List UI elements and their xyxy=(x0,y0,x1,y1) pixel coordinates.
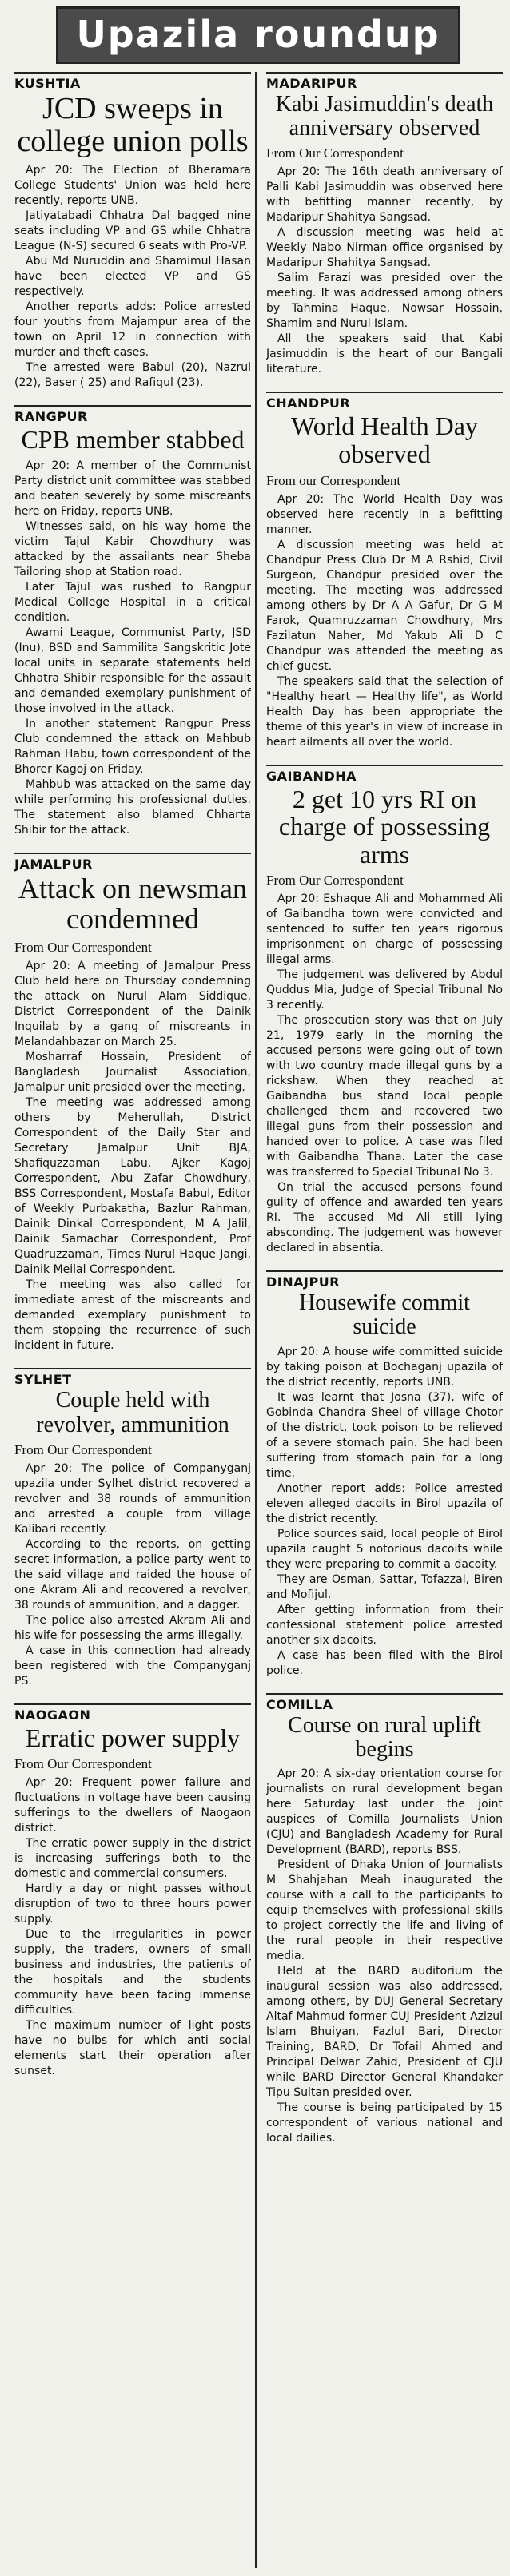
story-paragraph: On trial the accused persons found guilty of offence and awarded ten years RI. The accused Md Ali still lying absconding. The judgement was however declared in absentia. xyxy=(266,1181,503,1255)
story-paragraph: Police sources said, local people of Birol upazila caught 5 notorious dacoits while they were preparing to commit a dacoity. xyxy=(266,1527,503,1571)
story-headline: World Health Day observed xyxy=(291,411,478,469)
story-paragraph: Another report adds: Police arrested eleven alleged dacoits in Birol upazila of the district recently. xyxy=(266,1481,503,1525)
news-story xyxy=(14,1368,251,1688)
news-story xyxy=(266,1693,503,2146)
story-paragraph: The maximum number of light posts have no bulbs for which anti social elements start their operation after sunset. xyxy=(14,2019,251,2078)
story-paragraph: Apr 20: A meeting of Jamalpur Press Club held here on Thursday condemning the attack on Nurul Alam Siddique, District Correspondent of the Dainik Inquilab by a gang of miscreants in Melandahbazar on March 25. xyxy=(14,960,251,1049)
story-paragraph: A discussion meeting was held at Chandpur Press Club Dr M A Rshid, Civil Surgeon, Chandpur presided over the meeting. The meeting was addressed among others by Dr A A Gafur, Dr G M Farok, Quamruzzaman Chowdhury, Mrs Fazilatun Naher, Md Yakub Ali D C Chandpur was attended the meeting as chief guest. xyxy=(266,538,503,673)
story-paragraph: Witnesses said, on his way home the victim Tajul Kabir Chowdhury was attacked by the assailants near Sheba Tailoring shop at Station road. xyxy=(14,519,251,578)
story-paragraph: Awami League, Communist Party, JSD (Inu), BSD and Sammilita Sangskritic Jote local units in separate statements held Chhatra Shibir responsible for the assault and demanded exemplary punishment of those involved in the attack. xyxy=(14,626,251,715)
story-paragraph: The erratic power supply in the district is increasing sufferings both to the domestic and commercial consumers. xyxy=(14,1837,251,1881)
story-paragraph: According to the reports, on getting secret information, a police party went to the said village and raided the house of one Akram Ali and recovered a revolver, 38 rounds of ammunition, and a dagger. xyxy=(14,1537,251,1612)
story-paragraph: Apr 20: A six-day orientation course for journalists on rural development began here Saturday last under the joint auspices of Comilla Journalists Union (CJU) and Bangladesh Academy for Rural Development (BARD), reports BSS. xyxy=(266,1767,503,1857)
story-paragraph: Apr 20: The 16th death anniversary of Palli Kabi Jasimuddin was observed here with befitting manner recently, by Madaripur Shahitya Sangsad. xyxy=(266,165,503,225)
story-headline: JCD sweeps in college union polls xyxy=(17,92,249,159)
story-paragraph: In another statement Rangpur Press Club condemned the attack on Mahbub Rahman Habu, town correspondent of the Bhorer Kagoj on Friday. xyxy=(14,717,251,776)
story-paragraph: The meeting was addressed among others by Meherullah, District Correspondent of the Daily Star and Secretary Jamalpur Unit BJA, Shafiquzzaman Labu, Ajker Kagoj Correspondent, Abu Zafar Chowdhury, BSS Correspondent, Mostafa Babul, Editor of Weekly Purbakatha, Bazlur Rahman, Dainik Dinkal Correspondent, M A Jalil, Dainik Samachar Correspondent, Prof Quadruzzaman, Times Nurul Haque Jangi, Dainik Meilal Correspondent. xyxy=(14,1096,251,1277)
story-dateline: JAMALPUR xyxy=(14,853,251,872)
story-body xyxy=(14,1461,251,1689)
story-paragraph: Later Tajul was rushed to Rangpur Medical College Hospital in a critical condition. xyxy=(14,580,251,624)
story-paragraph: A case in this connection had already been registered with the Companyganj PS. xyxy=(14,1644,251,1688)
story-dateline: RANGPUR xyxy=(14,405,251,424)
news-story xyxy=(266,1270,503,1678)
story-byline: From our Correspondent xyxy=(266,472,401,488)
story-dateline: MADARIPUR xyxy=(266,72,503,91)
story-byline: From Our Correspondent xyxy=(14,1756,152,1772)
story-paragraph: Apr 20: Frequent power failure and fluctuations in voltage have been causing sufferings to the dwellers of Naogaon district. xyxy=(14,1776,251,1835)
story-paragraph: Apr 20: The police of Companyganj upazila under Sylhet district recovered a revolver and 38 rounds of ammunition and arrested a couple from village Kalibari recently. xyxy=(14,1461,251,1536)
story-body xyxy=(266,165,503,377)
story-paragraph: All the speakers said that Kabi Jasimuddin is the heart of our Bangali literature. xyxy=(266,332,503,376)
story-paragraph: President of Dhaka Union of Journalists M Shahjahan Meah inaugurated the course with a call to the participants to equip themselves with professional skills to project correctly the life and living of the rural people in their respective media. xyxy=(266,1858,503,1963)
story-paragraph: Mahbub was attacked on the same day while performing his professional duties. The statement also blamed Chharta Shibir for the attack. xyxy=(14,777,251,837)
story-paragraph: The judgement was delivered by Abdul Quddus Mia, Judge of Special Tribunal No 3 recently. xyxy=(266,968,503,1012)
story-paragraph: Apr 20: Eshaque Ali and Mohammed Ali of Gaibandha town were convicted and sentenced to suffer ten years rigorous imprisonment on charge of possessing illegal arms. xyxy=(266,892,503,967)
story-paragraph: They are Osman, Sattar, Tofazzal, Biren and Mofijul. xyxy=(266,1572,503,1601)
story-paragraph: The speakers said that the selection of "Healthy heart — Healthy life", as World Health Day has been appropriate the theme of this year's in view of increase in heart ailments all over the world. xyxy=(266,674,503,749)
story-dateline: DINAJPUR xyxy=(266,1270,503,1290)
story-paragraph: The meeting was also called for immediate arrest of the miscreants and demanded exemplary punishment to them stopping the recurrence of such incident in future. xyxy=(14,1278,251,1353)
news-story xyxy=(14,1703,251,2080)
news-story xyxy=(266,765,503,1257)
story-body xyxy=(266,492,503,750)
story-byline: From Our Correspondent xyxy=(266,873,404,888)
section-banner: Upazila roundup xyxy=(56,6,460,64)
news-story xyxy=(14,72,251,391)
story-byline: From Our Correspondent xyxy=(266,145,404,161)
story-headline: Course on rural uplift begins xyxy=(288,1712,481,1762)
story-headline: Housewife commit suicide xyxy=(299,1290,470,1340)
story-dateline: COMILLA xyxy=(266,1693,503,1712)
right-column xyxy=(266,72,503,2573)
story-body xyxy=(266,1767,503,2146)
story-paragraph: After getting information from their confessional statement police arrested another six dacoits. xyxy=(266,1603,503,1647)
story-headline: Couple held with revolver, ammunition xyxy=(36,1388,229,1437)
story-body xyxy=(14,163,251,391)
story-body xyxy=(14,959,251,1354)
left-column xyxy=(14,72,251,2573)
story-paragraph: Due to the irregularities in power supply, the traders, owners of small business and industries, the patients of the hospitals and the students community have been facing immense difficulties. xyxy=(14,1928,251,2017)
story-paragraph: Apr 20: A member of the Communist Party district unit committee was stabbed and beaten severely by some miscreants here on Friday, reports UNB. xyxy=(14,459,251,518)
story-byline: From Our Correspondent xyxy=(14,1441,152,1457)
story-paragraph: The arrested were Babul (20), Nazrul (22), Baser ( 25) and Rafiqul (23). xyxy=(14,361,251,390)
story-dateline: SYLHET xyxy=(14,1368,251,1387)
story-body xyxy=(14,459,251,838)
story-paragraph: Hardly a day or night passes without disruption of two to three hours power supply. xyxy=(14,1882,251,1926)
story-dateline: GAIBANDHA xyxy=(266,765,503,784)
story-paragraph: Another reports adds: Police arrested four youths from Majampur area of the town on April 12 in connection with murder and theft cases. xyxy=(14,300,251,360)
story-paragraph: The course is being participated by 15 correspondent of various national and local dailies. xyxy=(266,2101,503,2145)
story-headline: Kabi Jasimuddin's death anniversary observed xyxy=(275,92,494,141)
story-paragraph: It was learnt that Josna (37), wife of Gobinda Chandra Sheel of village Chotor of the district, took poison to be relieved of a severe stomach pain. She had been suffering from stomach pain for a long time. xyxy=(266,1390,503,1480)
story-body xyxy=(266,1345,503,1679)
story-dateline: CHANDPUR xyxy=(266,392,503,411)
story-headline: CPB member stabbed xyxy=(21,425,245,455)
story-headline: 2 get 10 yrs RI on charge of possessing arms xyxy=(278,784,491,869)
story-paragraph: Apr 20: A house wife committed suicide by taking poison at Bochaganj upazila of the district recently, reports UNB. xyxy=(266,1345,503,1389)
story-paragraph: Apr 20: The Election of Bheramara College Students' Union was held here recently, reports UNB. xyxy=(14,164,251,208)
story-headline: Attack on newsman condemned xyxy=(18,872,247,936)
story-paragraph: Apr 20: The World Health Day was observed here recently in a befitting manner. xyxy=(266,492,503,536)
story-body xyxy=(266,892,503,1256)
story-dateline: KUSHTIA xyxy=(14,72,251,91)
story-paragraph: The prosecution story was that on July 21, 1979 early in the morning the accused persons were going out of town with two country made illegal guns by a rickshaw. When they reached at Gaibandha bus stand local people challenged them and recovered two illegal guns from their possession and handed over to police. A case was filed with Gaibandha Thana. Later the case was transferred to Special Tribunal No 3. xyxy=(266,1014,503,1179)
story-dateline: NAOGAON xyxy=(14,1703,251,1723)
news-story xyxy=(14,405,251,838)
story-paragraph: A case has been filed with the Birol police. xyxy=(266,1648,503,1677)
story-headline: Erratic power supply xyxy=(25,1723,241,1752)
story-paragraph: A discussion meeting was held at Weekly Nabo Nirman office organised by Madaripur Shahitya Sangsad. xyxy=(266,226,503,270)
story-paragraph: Held at the BARD auditorium the inaugural session was also addressed, among others, by DUJ General Secretary Altaf Mahmud former CUJ President Azizul Islam Bhuiyan, Fazlul Bari, Director Training, BARD, Dr Tofail Ahmed and Principal Delwar Zahid, President of CJU while BARD Director General Khandaker Tipu Sultan presided over. xyxy=(266,1965,503,2100)
news-story xyxy=(266,72,503,377)
news-story xyxy=(266,392,503,749)
story-paragraph: Mosharraf Hossain, President of Bangladesh Journalist Association, Jamalpur unit presided over the meeting. xyxy=(14,1051,251,1095)
story-paragraph: Salim Farazi was presided over the meeting. It was addressed among others by Tahmina Haque, Nowsar Hossain, Shamim and Nurul Islam. xyxy=(266,272,503,331)
story-byline: From Our Correspondent xyxy=(14,940,152,956)
story-paragraph: Abu Md Nuruddin and Shamimul Hasan have been elected VP and GS respectively. xyxy=(14,255,251,299)
story-body xyxy=(14,1775,251,2079)
story-paragraph: The police also arrested Akram Ali and his wife for possessing the arms illegally. xyxy=(14,1613,251,1642)
column-divider xyxy=(255,72,257,2568)
story-paragraph: Jatiyatabadi Chhatra Dal bagged nine seats including VP and GS while Chhatra League (N-S) secured 6 seats with Pro-VP. xyxy=(14,209,251,253)
news-story xyxy=(14,853,251,1354)
